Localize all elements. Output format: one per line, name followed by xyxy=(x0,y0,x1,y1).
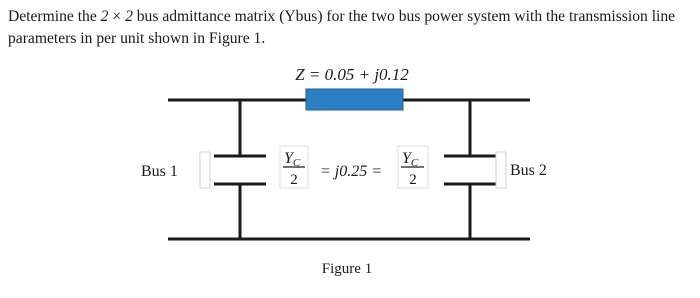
bus1-marker xyxy=(200,152,210,188)
left-shunt-fraction xyxy=(280,146,308,188)
right-fraction-denominator: 2 xyxy=(409,172,417,188)
bus2-label: Bus 2 xyxy=(510,162,547,179)
right-fraction-numerator: YC xyxy=(402,150,419,169)
impedance-label: Z = 0.05 + j0.12 xyxy=(295,65,409,84)
problem-text-1: Determine the xyxy=(8,8,101,25)
right-shunt-capacitor xyxy=(444,100,496,239)
times-symbol: × xyxy=(108,8,126,25)
shunt-admittance-value: = j0.25 = xyxy=(319,163,383,180)
left-shunt-capacitor xyxy=(214,100,266,239)
bus2-marker xyxy=(496,152,506,188)
matrix-dim-a: 2 xyxy=(100,8,109,25)
bus1-label: Bus 1 xyxy=(141,163,178,180)
figure-caption: Figure 1 xyxy=(321,261,373,277)
right-shunt-fraction xyxy=(398,146,428,188)
matrix-dim-b: 2 xyxy=(125,8,133,25)
left-fraction-numerator: YC xyxy=(284,150,301,169)
line-impedance xyxy=(306,89,403,110)
left-fraction-denominator: 2 xyxy=(290,172,298,188)
problem-text-2: bus admittance matrix (Ybus) for the two bus power system with the transmission line parameters in per unit shown in Figure 1. xyxy=(8,8,676,47)
